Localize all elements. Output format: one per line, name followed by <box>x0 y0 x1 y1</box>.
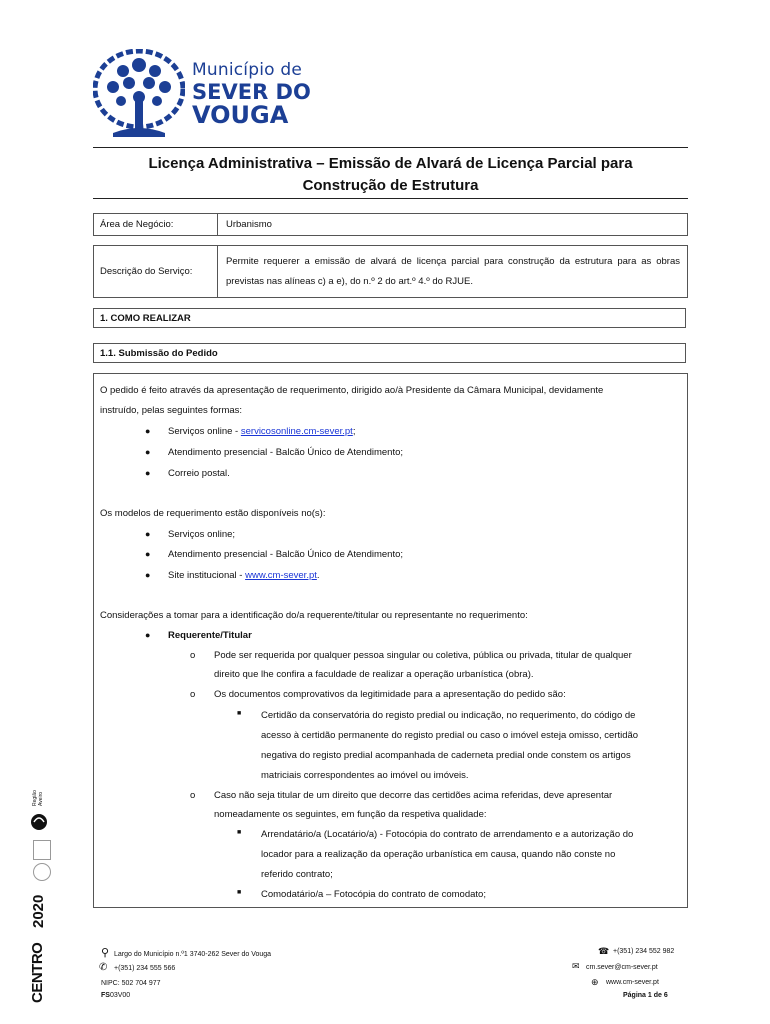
title-top-rule <box>93 147 688 148</box>
logo-line-2: SEVER DO <box>192 80 311 104</box>
form-postal: Correio postal. <box>168 468 230 479</box>
model-online: Serviços online; <box>168 529 236 540</box>
title-bottom-rule <box>93 198 688 199</box>
sq2-line-3: referido contrato; <box>261 869 333 880</box>
bullet-icon: ● <box>145 549 151 559</box>
title-line-2: Construção de Estrutura <box>302 177 479 194</box>
portugal-2020-text: 2020 <box>30 894 47 928</box>
sq1-line-1: Certidão da conservatória do registo predial ou indicação, no requerimento, do código de <box>261 710 636 721</box>
phone-icon: ✆ <box>99 962 108 973</box>
circle-bullet-icon: o <box>190 689 196 700</box>
sq1-line-3: negativa do registo predial acompanhada de caderneta predial onde constem os artigos <box>261 750 631 761</box>
partner-logo-box <box>33 840 51 860</box>
footer-nipc: NIPC: 502 704 977 <box>101 980 161 987</box>
intro-line-1: O pedido é feito através da apresentação de requerimento, dirigido ao/à Presidente da Câmara Municipal, devidamente <box>100 385 604 396</box>
bullet-icon: ● <box>145 468 151 478</box>
intro-line-2: instruído, pelas seguintes formas: <box>100 405 243 416</box>
o3-line-2: nomeadamente os seguintes, em função da respetiva qualidade: <box>214 809 487 820</box>
bullet-icon: ● <box>145 630 151 640</box>
circle-bullet-icon: o <box>190 790 196 801</box>
sq1-line-2: acesso à certidão permanente do registo predial ou caso o imóvel esteja omisso, certidão <box>261 730 639 741</box>
o2-text: Os documentos comprovativos da legitimidade para a apresentação do pedido são: <box>214 689 566 700</box>
document-title <box>93 153 688 197</box>
title-line-1: Licença Administrativa – Emissão de Alvará de Licença Parcial para <box>148 155 633 172</box>
bullet-icon: ● <box>145 426 151 436</box>
o3-line-1: Caso não seja titular de um direito que decorre das certidões acima referidas, deve apresentar <box>214 790 613 801</box>
page-number: Página 1 de 6 <box>623 992 668 999</box>
o1-line-2: direito que lhe confira a faculdade de realizar a operação urbanística (obra). <box>214 669 534 680</box>
logo-line-3: VOUGA <box>192 101 289 129</box>
website-link[interactable]: www.cm-sever.pt <box>245 570 317 581</box>
requerente-heading: Requerente/Titular <box>168 630 252 641</box>
circle-bullet-icon: o <box>190 650 196 661</box>
bullet-icon: ● <box>145 570 151 580</box>
fax-icon: ☎ <box>598 946 610 956</box>
online-services-link[interactable]: servicosonline.cm-sever.pt <box>240 426 353 437</box>
o1-line-1: Pode ser requerida por qualquer pessoa singular ou coletiva, pública ou privada, titular de qualquer <box>214 650 632 661</box>
submission-content-box <box>93 373 688 908</box>
regiao-aveiro-text: Região Aveiro <box>32 790 44 806</box>
form-presencial: Atendimento presencial - Balcão Único de Atendimento; <box>168 447 403 458</box>
eu-logo-icon <box>33 863 51 881</box>
sq2-line-2: locador para a realização da operação urbanística em causa, quando não conste no <box>261 849 616 860</box>
models-intro: Os modelos de requerimento estão disponíveis no(s): <box>100 508 326 519</box>
service-description-row <box>93 245 688 298</box>
municipality-tree-logo <box>93 49 185 139</box>
model-site: Site institucional - www.cm-sever.pt. <box>168 570 320 581</box>
footer-code: FS03V00 <box>101 992 131 999</box>
sq3-text: Comodatário/a – Fotocópia do contrato de comodato; <box>261 889 486 900</box>
service-description-text: Permite requerer a emissão de alvará de licença parcial para construção da estrutura para as obras previstas nas alíneas c) a e), do n.º 2 do art.º 4.º do RJUE. <box>226 255 680 287</box>
centro-2020-text: CENTRO <box>29 942 46 1004</box>
location-pin-icon: ⚲ <box>101 947 110 959</box>
section-how-to: 1. COMO REALIZAR <box>93 308 686 328</box>
square-bullet-icon: ■ <box>237 889 242 896</box>
form-online: Serviços online - servicosonline.cm-sever.pt; <box>168 426 356 437</box>
square-bullet-icon: ■ <box>237 829 242 836</box>
footer-phone: +(351) 234 555 566 <box>114 965 176 972</box>
bullet-icon: ● <box>145 447 151 457</box>
bullet-icon: ● <box>145 529 151 539</box>
footer-email[interactable]: cm.sever@cm-sever.pt <box>586 964 658 971</box>
sq1-line-4: matriciais correspondentes ao imóvel ou imóveis. <box>261 770 469 781</box>
service-description-label: Descrição do Serviço: <box>94 246 218 297</box>
globe-icon: ⊕ <box>591 977 599 987</box>
sq2-line-1: Arrendatário/a (Locatário/a) - Fotocópia do contrato de arrendamento e a autorização do <box>261 829 634 840</box>
model-presencial: Atendimento presencial - Balcão Único de Atendimento; <box>168 549 403 560</box>
footer-fax: +(351) 234 552 982 <box>613 948 675 955</box>
footer-address: Largo do Município n.º1 3740-262 Sever do Vouga <box>114 951 272 958</box>
logo-line-1: Município de <box>192 60 302 80</box>
considerations-text: Considerações a tomar para a identificação do/a requerente/titular ou representante no requerimento: <box>100 610 528 621</box>
footer-web[interactable]: www.cm-sever.pt <box>606 979 659 986</box>
business-area-value: Urbanismo <box>226 219 272 230</box>
business-area-row <box>93 213 688 236</box>
section-submission: 1.1. Submissão do Pedido <box>93 343 686 363</box>
email-icon: ✉ <box>572 961 580 971</box>
square-bullet-icon: ■ <box>237 710 242 717</box>
business-area-label: Área de Negócio: <box>94 214 218 235</box>
